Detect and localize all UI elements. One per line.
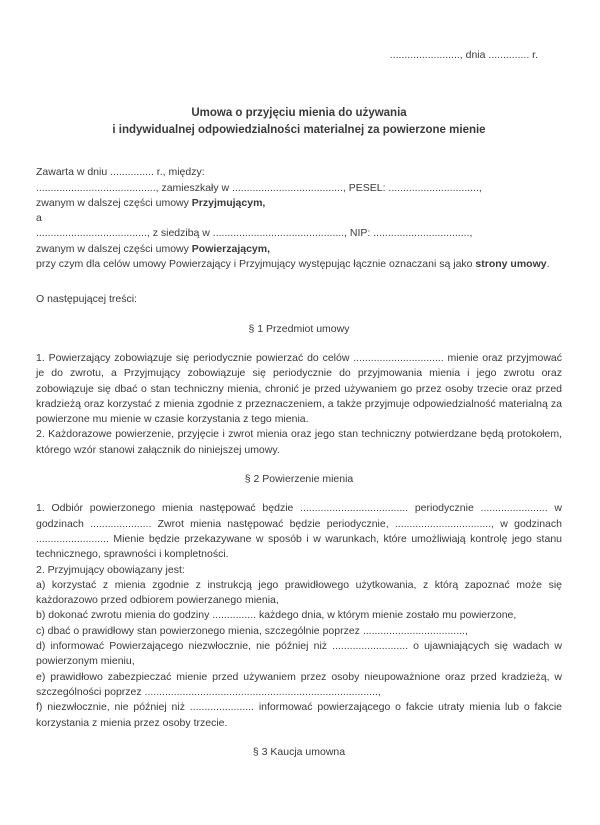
- receiver-designation-term: Przyjmującym,: [191, 196, 266, 209]
- section-2-heading: § 2 Powierzenie mienia: [244, 473, 354, 486]
- title-line-2: i indywidualnej odpowiedzialności materialnej za powierzone mienie: [112, 124, 486, 137]
- conclusion-date-line: Zawarta w dniu ............... r., między:: [36, 166, 205, 179]
- section-1-paragraph-1: 1. Powierzający zobowiązuje się periodycznie powierzać do celów ............................... mienie oraz przyjmować je do zwrotu, a Przyjmujący zobowiązuje się periodycznie do przyjmowania mienia i jego zwrotu oraz zobowiązuje się dbać o stan techniczny mienia, chronić je przed używaniem go przez osoby trzecie oraz przed kradzieżą oraz korzystać z mienia zgodnie z przeznaczeniem, a także przyjmuje odpowiedzialność materialną za powierzone mu mienie w czasie korzystania z tego mienia.: [36, 351, 562, 426]
- joint-designation-text: przy czym dla celów umowy Powierzający i Przyjmujący występując łącznie oznaczani są jako: [36, 258, 476, 271]
- section-3-heading: § 3 Kaucja umowna: [252, 745, 346, 758]
- joint-designation-term: strony umowy: [475, 258, 547, 271]
- section-2-item-a: a) korzystać z mienia zgodnie z instrukcją jego prawidłowego użytkowania, z którą zapoznać może się każdorazowo przed odbiorem powierzanego mienia,: [36, 578, 562, 607]
- entruster-designation-text: zwanym w dalszej części umowy: [36, 242, 192, 255]
- joint-designation-period: .: [546, 258, 550, 271]
- section-2-item-e: e) prawidłowo zabezpieczać mienie przed używaniem przez osoby nieupoważnione oraz przed kradzieżą, w szczególności poprzez ................................................................................,: [36, 670, 562, 698]
- document-title: [36, 105, 562, 139]
- section-2-item-b: b) dokonać zwrotu mienia do godziny ............... każdego dnia, w którym mienie zostało mu powierzone,: [36, 609, 517, 622]
- section-2-item-d: d) informować Powierzającego niezwłocznie, nie później niż .......................... o ujawniających się wadach w powierzonym mieniu,: [36, 640, 562, 668]
- section-2-item-c: c) dbać o prawidłowy stan powierzonego mienia, szczególnie poprzez ...................................,: [36, 624, 468, 637]
- section-2-paragraph-1: 1. Odbiór powierzonego mienia następować będzie ..................................... periodycznie ....................... w godzinach ..................... Zwrot mienia następować będzie periodycznie, ................................., w godzinach ......................... Mienie będzie przekazywane w sposób i w warunkach, które umożliwiają kontrolę jego stanu technicznego, sprawności i kompletności.: [36, 502, 562, 561]
- entruster-designation-line: [36, 242, 562, 257]
- section-2-item-f: f) niezwłocznie, nie później niż ...................... informować powierzającego o fakcie utraty mienia lub o fakcie korzystania z mienia przez osoby trzecie.: [36, 701, 562, 729]
- receiver-designation-text: zwanym w dalszej części umowy: [36, 196, 192, 209]
- entruster-designation-term: Powierzającym,: [191, 242, 271, 255]
- section-1-heading: § 1 Przedmiot umowy: [248, 322, 350, 335]
- receiver-designation-line: [36, 196, 562, 211]
- parties-connector-line: a: [36, 212, 42, 225]
- preamble-line: O następującej treści:: [36, 293, 137, 306]
- parties-block: [36, 165, 562, 272]
- section-2-paragraph-2: 2. Przyjmujący obowiązany jest:: [36, 563, 185, 576]
- title-line-1: Umowa o przyjęciu mienia do używania: [191, 107, 407, 120]
- date-line: ........................, dnia .............. r.: [389, 49, 538, 61]
- receiver-identity-line: ........................................., zamieszkały w ......................................, PESEL: ...............................,: [36, 181, 482, 194]
- section-1-paragraph-2: 2. Każdorazowe powierzenie, przyjęcie i zwrot mienia oraz jego stan techniczny potwierdzane będą protokołem, którego wzór stanowi załącznik do niniejszej umowy.: [36, 428, 562, 456]
- joint-designation-line: [36, 257, 562, 272]
- entruster-identity-line: ......................................, z siedzibą w ............................................., NIP: .................................,: [36, 227, 473, 240]
